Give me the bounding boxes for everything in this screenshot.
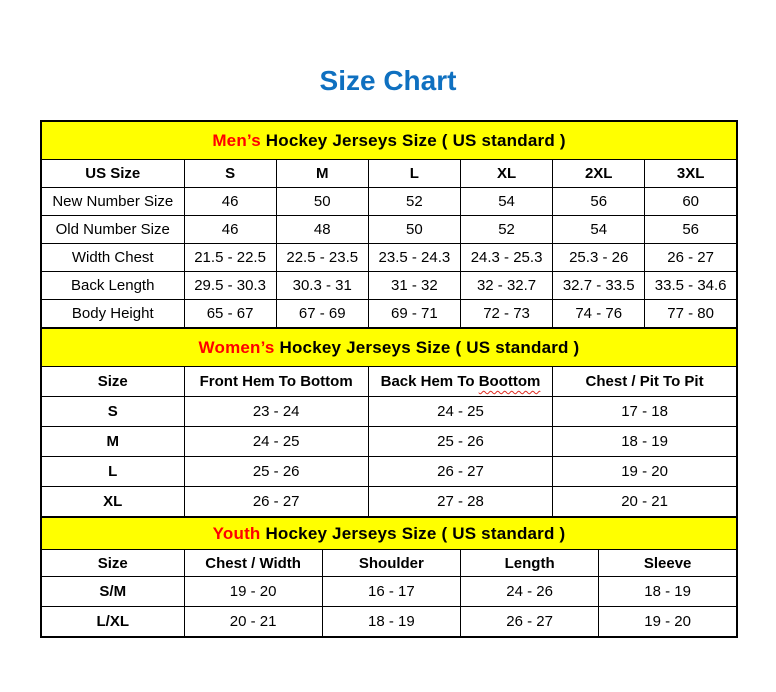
- table-row: [41, 577, 737, 607]
- caption-rest-text: Hockey Jerseys Size ( US standard ): [274, 337, 580, 357]
- mens-section-title: [41, 121, 737, 160]
- value-cell: 77 - 80: [645, 300, 737, 329]
- value-cell: 32.7 - 33.5: [553, 272, 645, 300]
- womens-size-table: [40, 327, 738, 518]
- youth-size-table: [40, 516, 738, 638]
- value-cell: 18 - 19: [599, 577, 737, 607]
- table-row: [41, 216, 737, 244]
- value-cell: 48: [276, 216, 368, 244]
- value-cell: 46: [184, 188, 276, 216]
- table-row: [41, 487, 737, 518]
- column-header: Back Hem To Boottom: [368, 367, 552, 397]
- value-cell: 24 - 25: [184, 427, 368, 457]
- value-cell: 52: [368, 188, 460, 216]
- column-header: L: [368, 160, 460, 188]
- row-label: Old Number Size: [41, 216, 184, 244]
- value-cell: 69 - 71: [368, 300, 460, 329]
- row-label: Back Length: [41, 272, 184, 300]
- table-row: [41, 188, 737, 216]
- value-cell: 19 - 20: [553, 457, 737, 487]
- row-label: New Number Size: [41, 188, 184, 216]
- value-cell: 19 - 20: [599, 607, 737, 638]
- column-header: Shoulder: [322, 550, 460, 577]
- row-label: S/M: [41, 577, 184, 607]
- column-header: Front Hem To Bottom: [184, 367, 368, 397]
- table-row: [41, 272, 737, 300]
- column-header: S: [184, 160, 276, 188]
- youth-section-title: [41, 517, 737, 550]
- value-cell: 21.5 - 22.5: [184, 244, 276, 272]
- table-row: [41, 457, 737, 487]
- value-cell: 19 - 20: [184, 577, 322, 607]
- row-label: XL: [41, 487, 184, 518]
- womens-header-row: [41, 367, 737, 397]
- value-cell: 23 - 24: [184, 397, 368, 427]
- column-header: Length: [461, 550, 599, 577]
- column-header: Size: [41, 550, 184, 577]
- caption-highlight-word: Men’s: [212, 130, 261, 150]
- caption-rest-text: Hockey Jerseys Size ( US standard ): [260, 130, 566, 150]
- value-cell: 56: [645, 216, 737, 244]
- value-cell: 29.5 - 30.3: [184, 272, 276, 300]
- value-cell: 72 - 73: [460, 300, 552, 329]
- value-cell: 16 - 17: [322, 577, 460, 607]
- table-row: [41, 427, 737, 457]
- column-header: M: [276, 160, 368, 188]
- youth-header-row: [41, 550, 737, 577]
- womens-caption-row: [41, 328, 737, 367]
- value-cell: 50: [276, 188, 368, 216]
- value-cell: 18 - 19: [322, 607, 460, 638]
- value-cell: 30.3 - 31: [276, 272, 368, 300]
- womens-section-title: [41, 328, 737, 367]
- mens-caption-row: [41, 121, 737, 160]
- table-row: [41, 300, 737, 329]
- column-header: Chest / Pit To Pit: [553, 367, 737, 397]
- value-cell: 50: [368, 216, 460, 244]
- caption-rest-text: Hockey Jerseys Size ( US standard ): [260, 523, 566, 543]
- value-cell: 25.3 - 26: [553, 244, 645, 272]
- mens-header-row: [41, 160, 737, 188]
- mens-size-table: [40, 120, 738, 329]
- value-cell: 46: [184, 216, 276, 244]
- value-cell: 56: [553, 188, 645, 216]
- column-header: Size: [41, 367, 184, 397]
- table-row: [41, 607, 737, 638]
- value-cell: 25 - 26: [184, 457, 368, 487]
- value-cell: 52: [460, 216, 552, 244]
- misspelled-word: Boottom: [478, 373, 541, 390]
- value-cell: 65 - 67: [184, 300, 276, 329]
- youth-caption-row: [41, 517, 737, 550]
- value-cell: 31 - 32: [368, 272, 460, 300]
- value-cell: 24 - 25: [368, 397, 552, 427]
- column-header: 3XL: [645, 160, 737, 188]
- value-cell: 17 - 18: [553, 397, 737, 427]
- value-cell: 26 - 27: [461, 607, 599, 638]
- value-cell: 24.3 - 25.3: [460, 244, 552, 272]
- table-row: [41, 244, 737, 272]
- value-cell: 25 - 26: [368, 427, 552, 457]
- value-cell: 74 - 76: [553, 300, 645, 329]
- value-cell: 20 - 21: [553, 487, 737, 518]
- value-cell: 60: [645, 188, 737, 216]
- row-label: S: [41, 397, 184, 427]
- column-header: Chest / Width: [184, 550, 322, 577]
- row-label: L: [41, 457, 184, 487]
- column-header: Sleeve: [599, 550, 737, 577]
- column-header: US Size: [41, 160, 184, 188]
- value-cell: 18 - 19: [553, 427, 737, 457]
- row-label: M: [41, 427, 184, 457]
- row-label: L/XL: [41, 607, 184, 638]
- caption-highlight-word: Youth: [212, 523, 261, 543]
- tables-container: [40, 120, 736, 638]
- value-cell: 54: [553, 216, 645, 244]
- value-cell: 27 - 28: [368, 487, 552, 518]
- row-label: Width Chest: [41, 244, 184, 272]
- value-cell: 24 - 26: [461, 577, 599, 607]
- value-cell: 54: [460, 188, 552, 216]
- column-header: XL: [460, 160, 552, 188]
- value-cell: 26 - 27: [368, 457, 552, 487]
- value-cell: 32 - 32.7: [460, 272, 552, 300]
- caption-highlight-word: Women’s: [198, 337, 275, 357]
- value-cell: 26 - 27: [184, 487, 368, 518]
- value-cell: 23.5 - 24.3: [368, 244, 460, 272]
- page-title: Size Chart: [319, 65, 457, 96]
- value-cell: 67 - 69: [276, 300, 368, 329]
- value-cell: 20 - 21: [184, 607, 322, 638]
- column-header: 2XL: [553, 160, 645, 188]
- row-label: Body Height: [41, 300, 184, 329]
- value-cell: 22.5 - 23.5: [276, 244, 368, 272]
- table-row: [41, 397, 737, 427]
- value-cell: 33.5 - 34.6: [645, 272, 737, 300]
- value-cell: 26 - 27: [645, 244, 737, 272]
